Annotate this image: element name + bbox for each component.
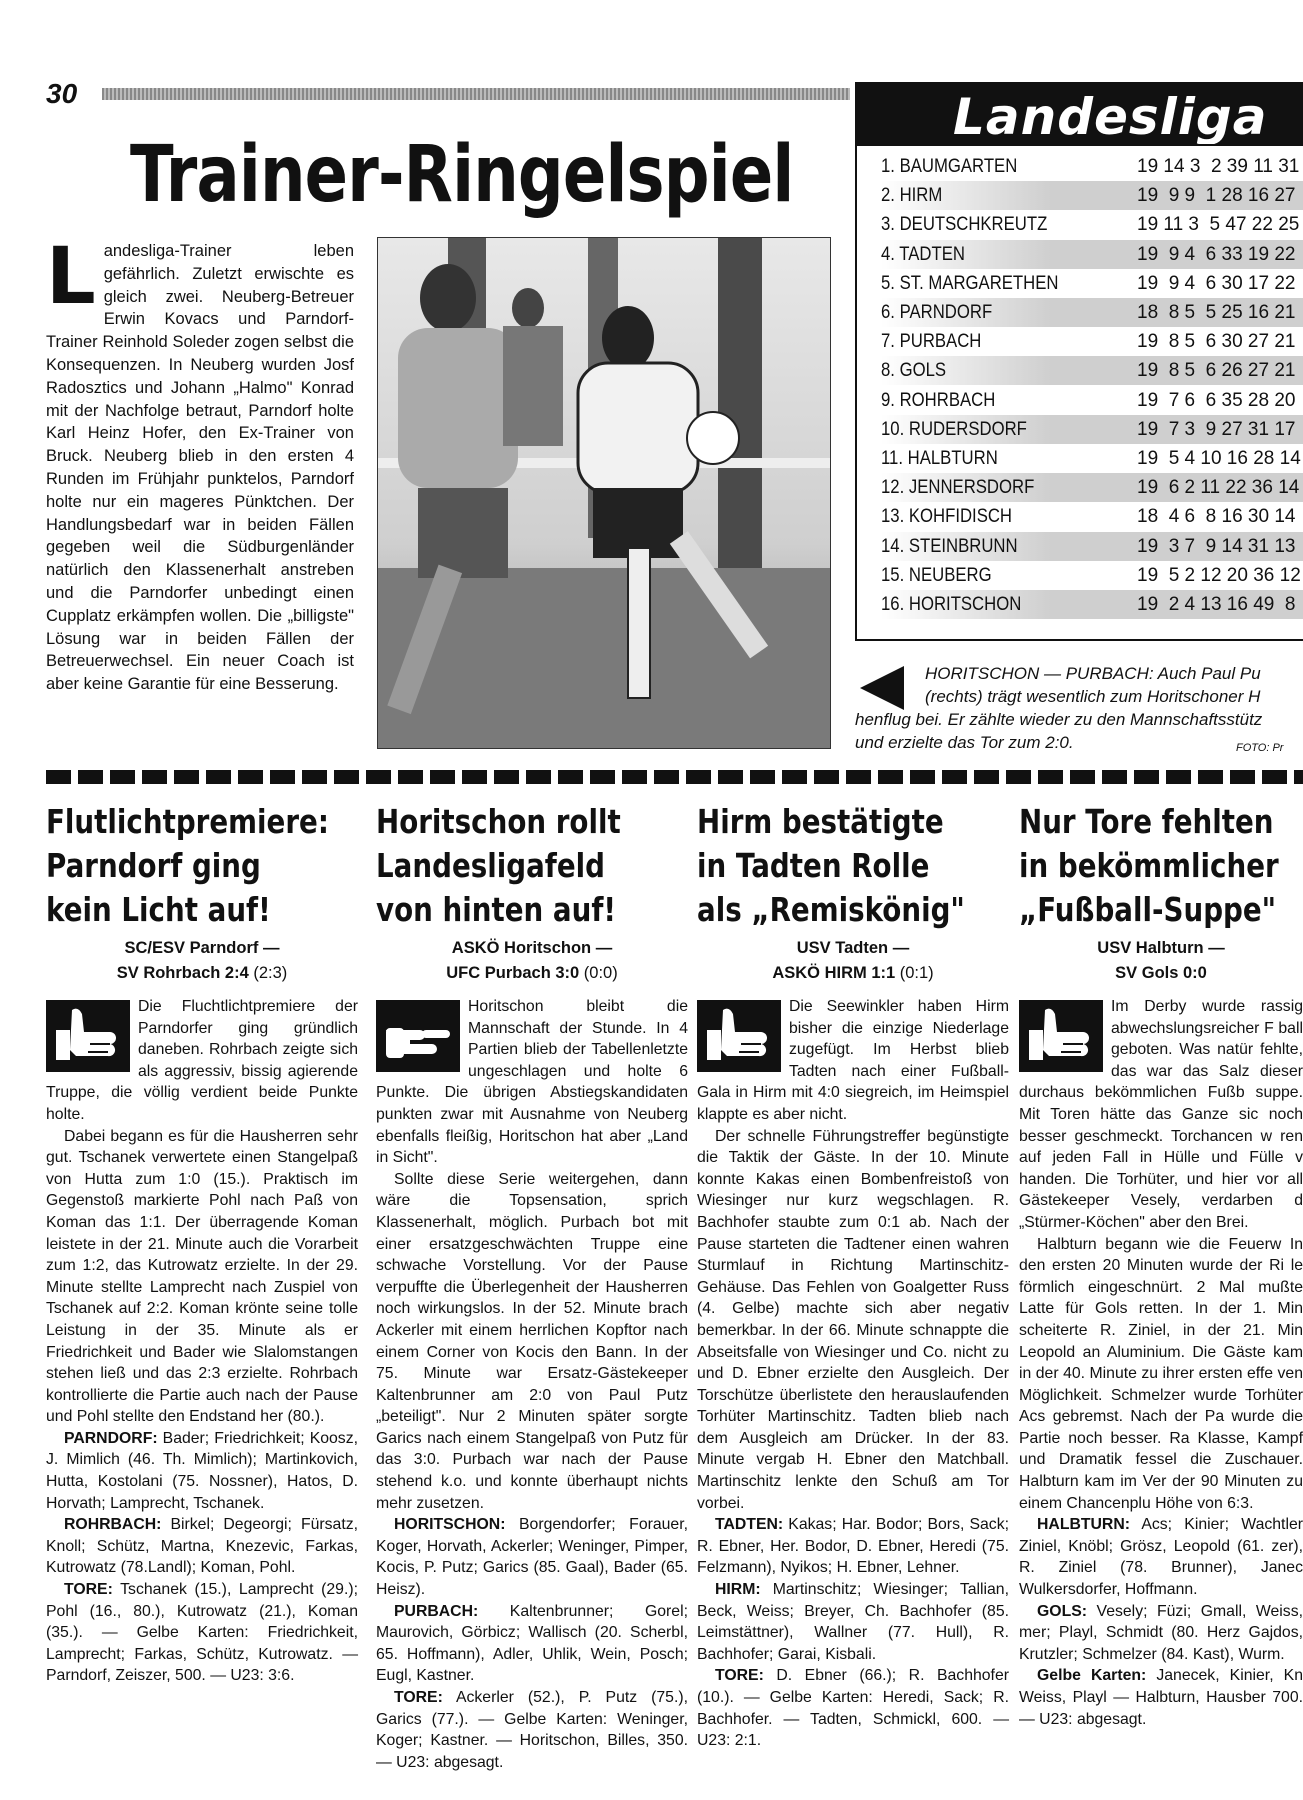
pointing-hand-icon [376,1000,460,1072]
headline-line: „Fußball-Suppe" [1019,890,1277,929]
halftime-score: (0:0) [583,964,618,982]
table-row [881,269,1303,298]
headline-line: Horitschon rollt [376,802,621,841]
headline-line: von hinten auf! [376,890,617,929]
headline-line: Landesligafeld [376,846,606,885]
drop-cap: L [46,232,96,322]
table-row [881,415,1303,444]
article-body [376,996,688,1773]
thumbs-up-icon [697,1000,781,1072]
caption-line: und erzielte das Tor zum 2:0. [855,733,1074,752]
table-row [881,590,1303,619]
team-name: 9. ROHRBACH [881,389,996,411]
article-body [1019,996,1303,1730]
table-row [881,152,1303,181]
table-row [881,473,1303,502]
article-paragraph: Halbturn begann wie die Feuerw In den ersten 20 Minuten wurde der Ri le förmlich eingeschnürt. 2 Mal mußte Latte für Gols retten. In der 1. Min scheiterte R. Ziniel, in der 21. Min Leopold an Aluminium. Die Gäste kam in der 40. Minute zu ihrer ersten effe ven Möglichkeit. Schmelzer wurde Torhüter Acs gebremst. Nach der Pa wurde die Partie noch besser. Ra Klasse, Kampf und Dramatik fessel die Zuschauer. Halbturn kam im Ver der 90 Minuten zu einem Chancenplu Höhe von 6:3. [1019,1235,1303,1512]
table-row [881,181,1303,210]
photo-caption [855,662,1303,754]
team-stats: 19 14 3 2 39 11 31 [1137,156,1300,177]
headline-line: kein Licht auf! [46,890,271,929]
article-paragraph: Horitschon bleibt die Mannschaft der Stunde. In 4 Partien blieb der Tabellenletzte ungeschlagen und holte 6 Punkte. Die übrigen Abstiegskandidaten punkten zwar mit Ausnahme von Neuberg ebenfalls fleißig, Horitschon hat aber „Land in Sicht". [376,998,688,1167]
match-score: ASKÖ HIRM 1:1 (0:1) [772,964,934,982]
team-stats: 19 8 5 6 30 27 21 [1137,331,1296,353]
headline-line: Hirm bestätigte [697,802,944,841]
article-body [46,996,358,1687]
article-paragraph: ROHRBACH: Birkel; Degeorgi; Fürsatz, Knoll; Schütz, Martna, Knezevic, Farkas, Kutrowatz (78.Landl); Koman, Pohl. [46,1516,358,1577]
table-row [881,240,1303,269]
match-photo [377,237,831,749]
caption-line: (rechts) trägt wesentlich zum Horitschoner H [925,687,1261,706]
table-row [881,298,1303,327]
team-name: 4. TADTEN [881,243,965,265]
headline-line: Nur Tore fehlten [1019,802,1274,841]
caption-line: henflug bei. Er zählte wieder zu den Mannschaftsstütz [855,710,1263,729]
halftime-score: (0:1) [899,964,934,982]
team-stats: 19 7 3 9 27 31 17 [1137,418,1296,440]
article-4 [1019,800,1303,1730]
team-name: 5. ST. MARGARETHEN [881,272,1059,294]
match-result [46,936,358,986]
lead-article [46,232,354,696]
table-row [881,561,1303,590]
article-headline [376,800,687,932]
article-paragraph: TORE: Tschanek (15.), Lamprecht (29.); Pohl (16., 80.), Kutrowatz (21.), Koman (35.). — Gelbe Karten: Friedrichkeit, Lamprecht; Farkas, Schütz, Kutrowatz. — Parndorf, Zeiszer, 500. — U23: 3:6. [46,1581,358,1685]
team-stats: 18 8 5 5 25 16 21 [1137,302,1296,323]
headline-line: Parndorf ging [46,846,261,885]
article-headline [46,800,357,932]
team-name: 6. PARNDORF [881,302,993,323]
team-name: 2. HIRM [881,185,943,207]
article-paragraph: Der schnelle Führungstreffer begünstigte die Taktik der Gäste. In der 10. Minute konnte Kakas einen Bombenfreistoß von Wiesinger nur kurz wegschlagen. R. Bachhofer staubte zum 0:1 ab. Nach der Pause starteten die Tadtener einen wahren Sturmlauf in Richtung Martinschitz-Gehäuse. Das Fehlen von Goalgetter Russ (4. Gelbe) machte sich aber negativ bemerkbar. In der 66. Minute schnappte die Abseitsfalle von Wiesinger und Co. nicht zu und D. Ebner erzielte den Ausgleich. Der Torschütze überlistete den herauslaufenden Torhüter Martinschitz. Tadten blieb nach dem Ausgleich am Drücker. In der 83. Minute vergab H. Ebner den Matchball. Martinschitz lenkte den Schuß am Tor vorbei. [697,1127,1009,1512]
article-paragraph: TORE: Ackerler (52.), P. Putz (75.), Garics (77.). — Gelbe Karten: Weninger, Koger; Kastner. — Horitschon, Billes, 350. — U23: abgesagt. [376,1689,688,1771]
article-paragraph: Gelbe Karten: Janecek, Kinier, Kn Weiss, Playl — Halbturn, Hausber 700. — U23: abgesagt. [1019,1667,1303,1728]
thumbs-up-icon [46,1000,130,1072]
team-stats: 19 9 4 6 30 17 22 [1137,272,1296,294]
photo-credit: FOTO: Pr [1236,742,1284,754]
league-table [855,144,1303,641]
table-row [881,386,1303,415]
article-headline [697,800,1008,932]
team-stats: 18 4 6 8 16 30 14 [1137,506,1296,528]
headline-line: Flutlichtpremiere: [46,802,329,841]
team-name: 16. HORITSCHON [881,594,1022,615]
match-teams: USV Tadten — [796,939,910,957]
team-stats: 19 9 9 1 28 16 27 [1137,185,1296,207]
match-score: SV Gols 0:0 [1115,964,1207,982]
team-name: 1. BAUMGARTEN [881,156,1018,177]
table-row [881,532,1303,561]
match-score: UFC Purbach 3:0 (0:0) [446,964,618,982]
team-stats: 19 2 4 13 16 49 8 [1137,594,1296,615]
match-score: SV Rohrbach 2:4 (2:3) [116,964,288,982]
article-paragraph: GOLS: Vesely; Füzi; Gmall, Weiss, mer; Playl, Schmidt (80. Herz Gajdos, Krutzler; Schmelzer (84. Kast), Wurm. [1019,1602,1303,1663]
article-paragraph: PARNDORF: Bader; Friedrichkeit; Koosz, J. Mimlich (46. Th. Mimlich); Martinkovich, Hutta, Kostolani (75. Nossner), Hatos, D. Horvath; Lamprecht, Tschanek. [46,1429,358,1512]
match-result [376,936,688,986]
article-paragraph: TADTEN: Kakas; Har. Bodor; Bors, Sack; R. Ebner, Her. Bodor, D. Ebner, Heredi (75. Felzmann), Nyikos; H. Ebner, Lehner. [697,1516,1009,1577]
team-name: 10. RUDERSDORF [881,418,1027,440]
team-name: 12. JENNERSDORF [881,477,1035,499]
main-headline: Trainer-Ringelspiel [130,130,794,220]
article-paragraph: Im Derby wurde rassig abwechslungsreicher F ball geboten. Was natür fehlte, das war das Salz dieser durchaus bekömmlichen Fußb suppe. Mit Toren hätte das Ganze sic noch besser geschmeckt. Torchancen w ren auf jeden Fall in Hülle und Fülle v handen. Die Torhüter, und hier vor all Gästekeeper Vesely, verdarben d „Stürmer-Köchen" aber den Brei. [1019,998,1303,1231]
headline-line: als „Remiskönig" [697,890,965,929]
table-row [881,444,1303,473]
team-stats: 19 5 4 10 16 28 14 [1137,448,1301,469]
caption-line: HORITSCHON — PURBACH: Auch Paul Pu [925,664,1261,683]
team-name: 3. DEUTSCHKREUTZ [881,214,1048,236]
team-name: 11. HALBTURN [881,448,998,469]
section-banner [855,82,1303,144]
match-teams: ASKÖ Horitschon — [451,939,613,957]
table-row [881,356,1303,385]
article-paragraph: HIRM: Martinschitz; Wiesinger; Tallian, Beck, Weiss; Breyer, Ch. Bachhofer (85. Leimstättner), Wallner (77. Hull), R. Bachhofer; Garai, Kisbali. [697,1581,1009,1663]
team-stats: 19 5 2 12 20 36 12 [1137,564,1301,586]
headline-line: in bekömmlicher [1019,846,1279,885]
halftime-score: (2:3) [253,964,288,982]
team-name: 8. GOLS [881,360,947,382]
article-paragraph: Die Seewinkler haben Hirm bisher die einzige Niederlage zugefügt. Im Herbst blieb Tadten nach einer Fußball-Gala in Hirm mit 4:0 siegreich, im Heimspiel klappte es aber nicht. [697,998,1009,1123]
thumbs-up-icon [1019,1000,1103,1072]
table-row [881,210,1303,239]
team-stats: 19 7 6 6 35 28 20 [1137,389,1296,411]
page-number: 30 [46,78,78,109]
team-stats: 19 3 7 9 14 31 13 [1137,535,1296,557]
match-result [697,936,1009,986]
team-name: 15. NEUBERG [881,564,992,586]
match-photo-image [378,238,830,748]
team-stats: 19 6 2 11 22 36 14 [1137,477,1300,499]
article-paragraph: PURBACH: Kaltenbrunner; Gorel; Maurovich, Görbicz; Wallisch (20. Scherbl, 65. Hoffmann), Adler, Uhlik, Wein, Posch; Eugl, Kastner. [376,1602,688,1685]
article-body [697,996,1009,1752]
article-2 [376,800,688,1773]
table-row [881,502,1303,531]
article-paragraph: HALBTURN: Acs; Kinier; Wachtler Ziniel, Knöbl; Grösz, Leopold (61. zer), R. Ziniel (78. Brunner), Janec Wulkersdorfer, Hoffmann. [1019,1516,1303,1599]
article-1 [46,800,358,1687]
table-row [881,327,1303,356]
article-paragraph: TORE: D. Ebner (66.); R. Bachhofer (10.). — Gelbe Karten: Heredi, Sack; R. Bachhofer. — Tadten, Schmickl, 600. — U23: 2:1. [697,1667,1009,1750]
match-teams: SC/ESV Parndorf — [124,939,280,957]
team-stats: 19 11 3 5 47 22 25 [1137,214,1300,236]
article-paragraph: HORITSCHON: Borgendorfer; Forauer, Koger, Horvath, Ackerler; Weninger, Pimper, Kocis, P. Putz; Garics (85. Gaal), Bader (65. Heisz). [376,1516,688,1599]
team-name: 7. PURBACH [881,331,982,353]
headline-line: in Tadten Rolle [697,846,930,885]
article-paragraph: Dabei begann es für die Hausherren sehr gut. Tschanek verwertete einen Stangelpaß von Hutta zum 1:0 (15.). Praktisch im Gegenstoß markierte Pohl nach Paß von Koman das 1:1. Der überragende Koman leistete in der 21. Minute auch die Vorarbeit zum 1:2, das Kutrowatz erzielte. In der 29. Minute stellte Lamprecht nach Zuspiel von Tschanek auf 2:2. Koman krönte seine tolle Leistung in der 35. Minute als er Friedrichkeit und Bader wie Slalomstangen stehen ließ und das 2:3 erzielte. Rohrbach kontrollierte die Partie auch nach der Pause und Pohl stellte den Endstand her (80.). [46,1127,358,1426]
lead-text: andesliga-Trainer leben gefährlich. Zuletzt erwischte es gleich zwei. Neuberg-Betreuer Erwin Kovacs und Parndorf-Trainer Reinhold Soleder zogen selbst die Konsequenzen. In Neuberg wurden Josf Radosztics und Johann „Halmo" Konrad mit der Nachfolge betraut, Parndorf holte Karl Heinz Hofer, den Ex-Trainer von Bruck. Neuberg blieb in den ersten 4 Runden im Frühjahr punktelos, Parndorf holte nur ein mageres Pünktchen. Der Handlungsbedarf war in beiden Fällen gegeben weil die Südburgenländer natürlich den Klassenerhalt anstreben und die Parndorfer unbedingt einen Cupplatz erkämpfen wollen. Die „billigste" Lösung war in beiden Fällen der Betreuerwechsel. Ein neuer Coach ist aber keine Garantie für eine Besserung. [46,242,354,694]
article-paragraph: Die Fluchtlichtpremiere der Parndorfer ging gründlich daneben. Rohrbach zeigte sich als aggressiv, bissig agierende Truppe, die völlig verdient beide Punkte holte. [46,998,358,1123]
section-title: Landesliga [953,88,1268,146]
team-stats: 19 8 5 6 26 27 21 [1137,360,1296,382]
article-paragraph: Sollte diese Serie weitergehen, dann wäre die Topsensation, sprich Klassenerhalt, möglich. Purbach bot mit einer ersatzgeschwächten Truppe eine schwache Vorstellung. Vor der Pause verpuffte die Überlegenheit der Hausherren noch wirkungslos. In der 52. Minute brach Ackerler mit einem herrlichen Kopftor nach einem Corner von Kocis den Bann. In der 75. Minute war Ersatz-Gästekeeper Kaltenbrunner am 2:0 von Paul Putz „beteiligt". Nur 2 Minuten später sorgte Garics nach einem Stangelpaß von Putz für das 3:0. Purbach war nach der Pause stehend k.o. und konnte überhaupt nichts mehr zusetzen. [376,1170,688,1512]
match-result [1019,936,1303,986]
team-stats: 19 9 4 6 33 19 22 [1137,243,1296,265]
article-3 [697,800,1009,1752]
team-name: 14. STEINBRUNN [881,535,1018,557]
article-headline [1019,800,1303,932]
match-teams: USV Halbturn — [1097,939,1225,957]
section-divider [46,770,1303,784]
team-name: 13. KOHFIDISCH [881,506,1013,528]
header-rule [102,88,850,100]
